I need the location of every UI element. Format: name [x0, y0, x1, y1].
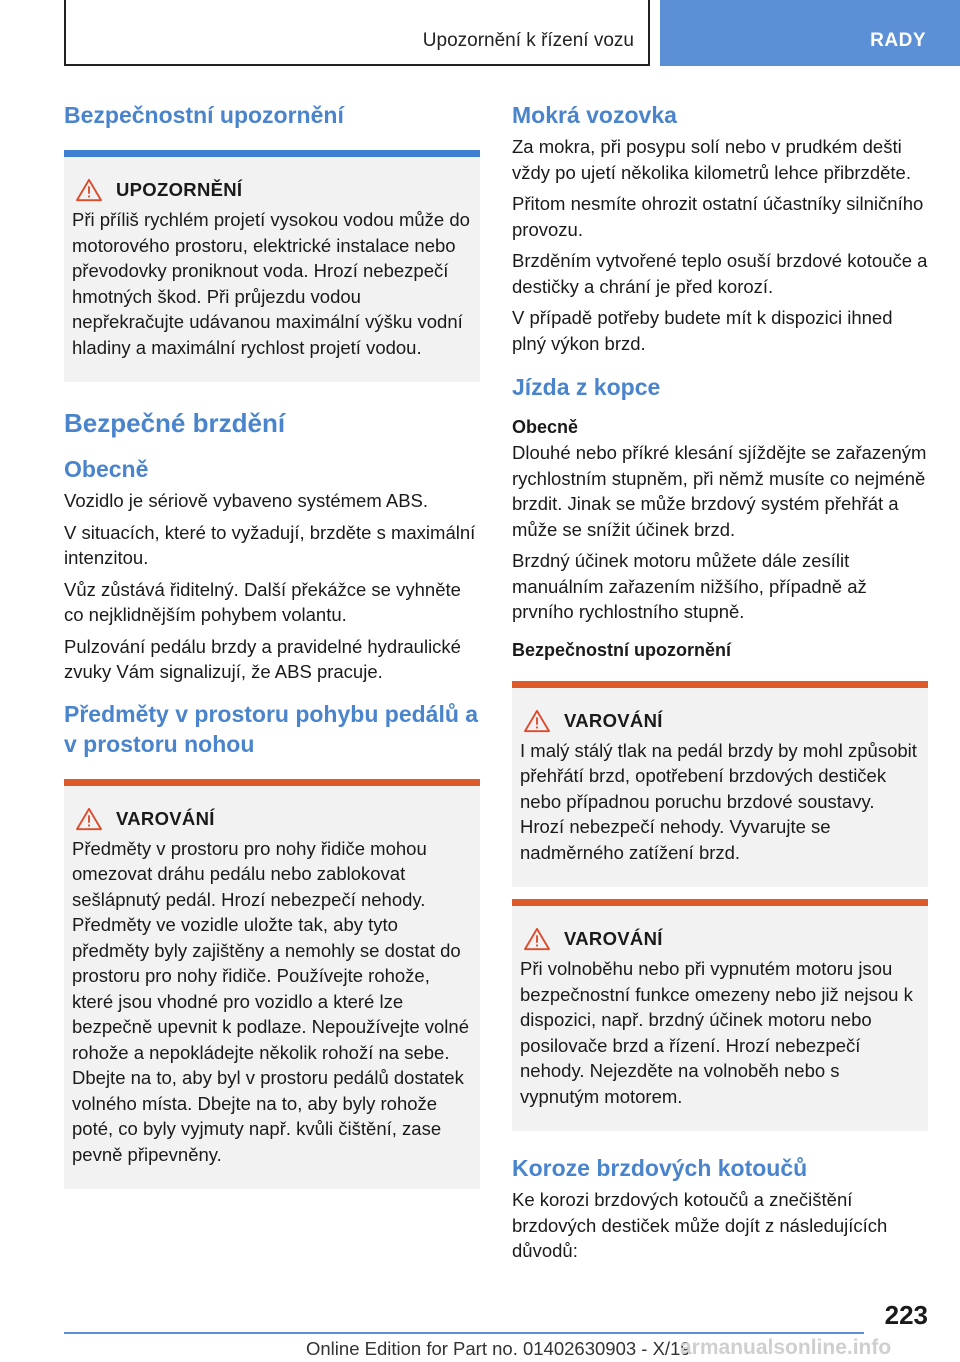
left-column: [64, 100, 480, 1189]
section-title-safety: Bezpečnostní upozornění: [64, 102, 344, 128]
paragraph: Ke korozi brzdových kotoučů a znečištění brzdových destiček může dojít z následujících důvodů:: [512, 1189, 888, 1261]
paragraph: V situacích, které to vyžadují, brzděte s maximální intenzitou.: [64, 521, 476, 568]
notice-text: Předměty v prostoru pro nohy řidiče mohou omezovat dráhu pedálu nebo zablokovat sešlápnutý pedál. Hrozí nebezpečí nehody. Předměty ve vozidle uložte tak, aby tyto předměty byly zajištěny a nemohly se dostat do prostoru pro nohy řidiče. Používejte rohože, které jsou vhodné pro vozidlo a které lze bezpečně upevnit k podlaze. Nepoužívejte volné rohože a nepokládejte několik rohoží na sebe. Dbejte na to, aby byl v prostoru pedálů dostatek volného místa. Dbejte na to, aby byly rohože poté, co byly vyjmuty např. kvůli čištění, zase pevně připevněny.: [72, 837, 469, 1165]
notice-text: Při příliš rychlém projetí vysokou vodou může do motorového prostoru, elektrické instalace nebo převodovky proniknout voda. Hrozí nebezpečí hmotných škod. Při průjezdu vodou nepřekračujte udávanou maximální výšku vodní hladiny a maximální rychlost projetí vodou.: [72, 209, 470, 358]
subsection-title-general: Obecně: [64, 456, 149, 482]
paragraph: V případě potřeby budete mít k dispozici ihned plný výkon brzd.: [512, 307, 893, 354]
warning-triangle-icon: [74, 807, 104, 831]
chapter-title: Upozornění k řízení vozu: [422, 30, 634, 51]
notice-title: VAROVÁNÍ: [116, 807, 215, 829]
paragraph: Pulzování pedálu brzdy a pravidelné hydraulické zvuky Vám signalizují, že ABS pracuje.: [64, 635, 461, 682]
warning-triangle-icon: [522, 709, 552, 733]
notice-title: VAROVÁNÍ: [564, 928, 663, 949]
paragraph: Přitom nesmíte ohrozit ostatní účastníky silničního provozu.: [512, 193, 924, 240]
warning-notice-coasting: [512, 899, 928, 1131]
notice-text: Při volnoběhu nebo při vypnutém motoru jsou bezpečnostní funkce omezeny nebo již nejsou k dispozici, např. brzdný účinek motoru nebo posilovače brzd a řízení. Hrozí nebezpečí nehody. Nejezděte na volnoběh nebo s vypnutým motorem.: [520, 958, 913, 1107]
section-title-wet-road: Mokrá vozovka: [512, 102, 677, 128]
section-title-downhill: Jízda z kopce: [512, 374, 661, 400]
paragraph: Brzdný účinek motoru můžete dále zesílit manuálním zařazením nižšího, případně až prvního rychlostního stupně.: [512, 550, 867, 622]
subsection-title-general: Obecně: [512, 417, 579, 437]
page-number: 223: [884, 1300, 928, 1330]
warning-triangle-icon: [522, 927, 552, 951]
paragraph: Vozidlo je sériově vybaveno systémem ABS.: [64, 490, 429, 511]
footer-divider: [64, 1332, 864, 1334]
warning-notice-objects: [64, 779, 480, 1190]
paragraph: Vůz zůstává řiditelný. Další překážce se vyhněte co nejklidnějším pohybem volantu.: [64, 578, 461, 625]
subsection-title-objects: Předměty v prostoru pohybu pedálů a v prostoru nohou: [64, 700, 479, 757]
warning-triangle-icon: [74, 178, 104, 202]
notice-title: UPOZORNĚNÍ: [116, 179, 243, 200]
header-chapter-box: [64, 0, 650, 66]
subsection-title-safety: Bezpečnostní upozornění: [512, 639, 732, 660]
footer-watermark: armanualsonline.info: [680, 1336, 892, 1359]
paragraph: Brzděním vytvořené teplo osuší brzdové kotouče a destičky a chrání je před korozí.: [512, 250, 928, 297]
notice-text: I malý stálý tlak na pedál brzdy by mohl způsobit přehřátí brzd, opotřebení brzdových destiček nebo případnou poruchu brzdové soustavy. Hrozí nebezpečí nehody. Vyvarujte se nadměrného zatížení brzd.: [520, 739, 917, 863]
footer-edition: Online Edition for Part no. 01402630903 - X/19: [306, 1338, 691, 1359]
notice-title: VAROVÁNÍ: [564, 709, 663, 731]
caution-notice-water: [64, 150, 480, 382]
section-tab-label: RADY: [870, 30, 926, 51]
section-title-braking: Bezpečné brzdění: [64, 408, 286, 438]
paragraph: Za mokra, při posypu solí nebo v prudkém dešti vždy po ujetí několika kilometrů lehce přibrzděte.: [512, 136, 911, 183]
section-title-disc-corrosion: Koroze brzdových kotoučů: [512, 1155, 808, 1181]
right-column: [512, 100, 928, 1270]
warning-notice-brake-pressure: [512, 681, 928, 888]
page-header: [0, 0, 960, 66]
paragraph: Dlouhé nebo příkré klesání sjíždějte se zařazeným rychlostním stupněm, při němž musíte co nejméně brzdit. Jinak se může brzdový systém přehřát a může se snížit účinek brzd.: [512, 442, 927, 540]
section-tab[interactable]: [660, 0, 960, 66]
